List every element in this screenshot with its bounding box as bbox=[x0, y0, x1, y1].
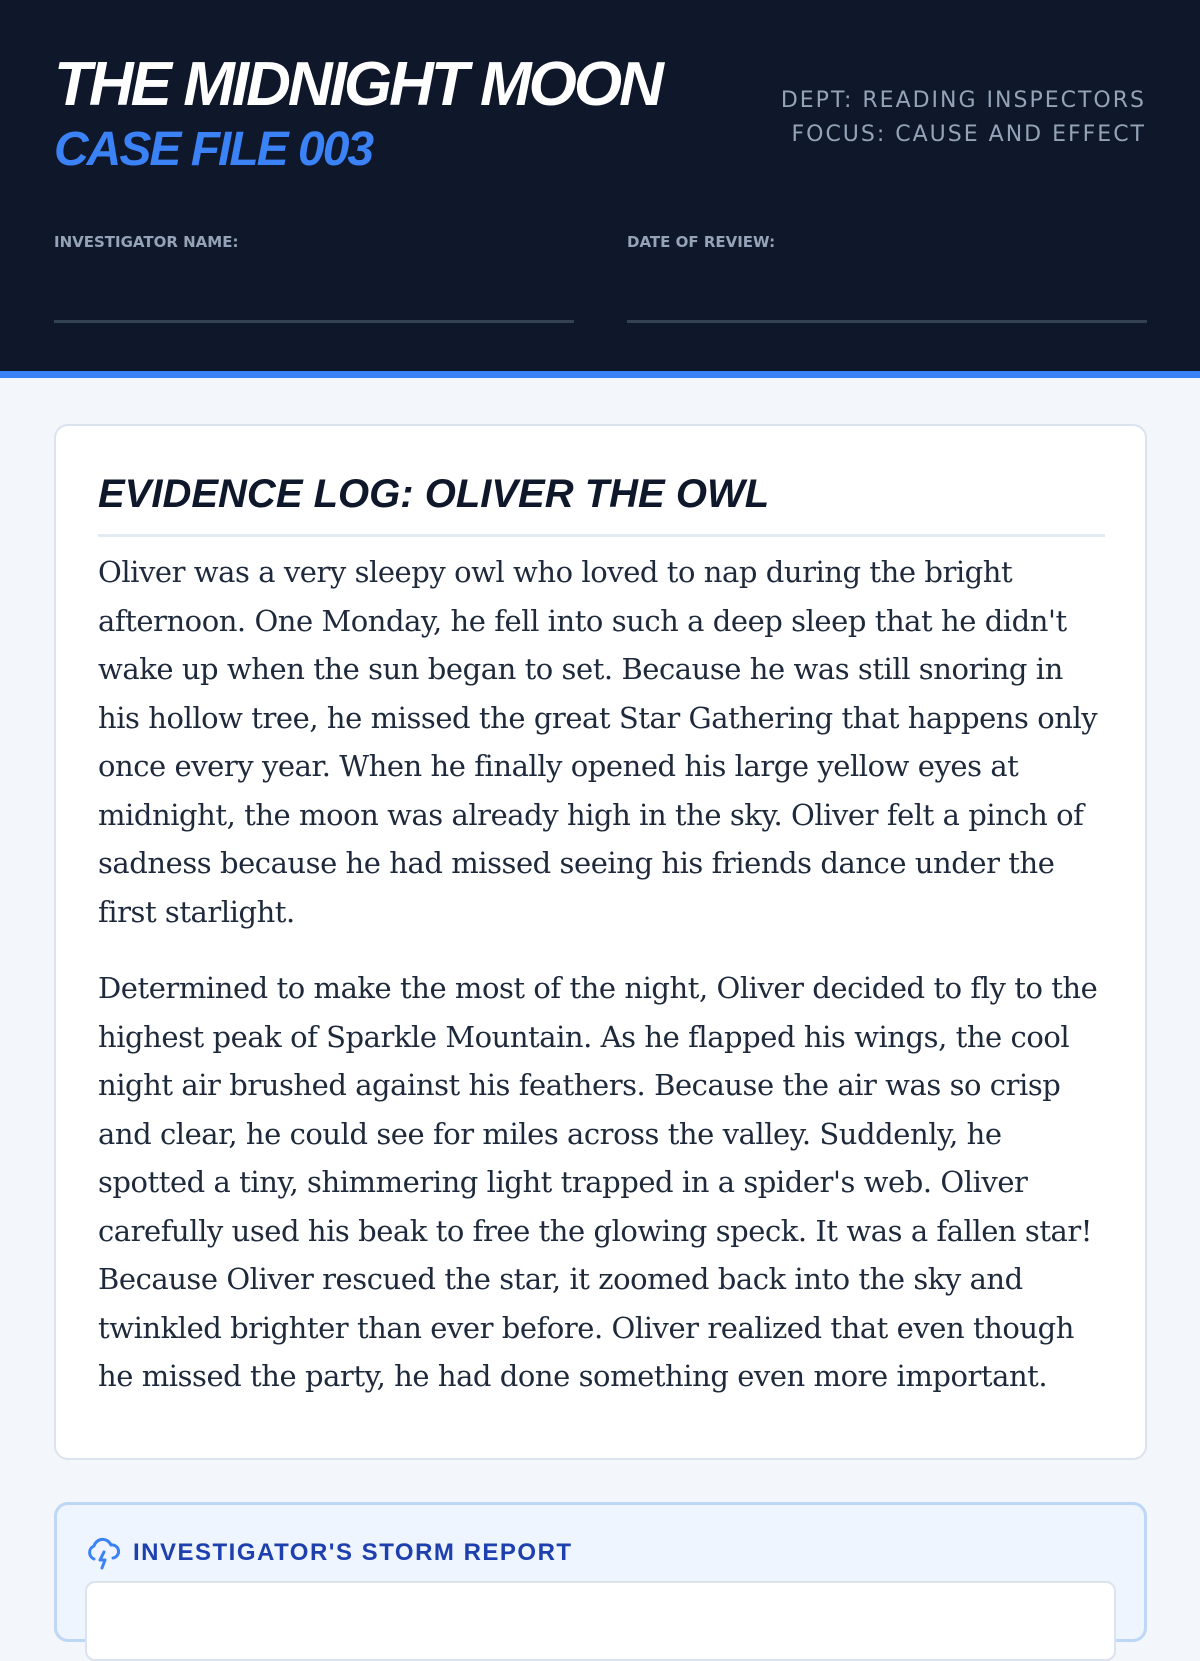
storm-report-title: INVESTIGATOR'S STORM REPORT bbox=[133, 1539, 573, 1566]
evidence-log-card bbox=[54, 424, 1147, 1460]
worksheet-title: THE MIDNIGHT MOON bbox=[54, 50, 661, 119]
case-meta bbox=[781, 84, 1146, 152]
case-file-number: CASE FILE 003 bbox=[54, 123, 373, 176]
case-file-header bbox=[0, 0, 1200, 378]
storm-cloud-icon bbox=[85, 1535, 121, 1571]
date-of-review-field[interactable] bbox=[627, 320, 1147, 323]
title-divider bbox=[98, 534, 1105, 537]
storm-report-answer-box[interactable] bbox=[85, 1581, 1116, 1661]
investigator-name-label: INVESTIGATOR NAME: bbox=[54, 233, 239, 251]
storm-report-section bbox=[54, 1502, 1147, 1642]
evidence-log-title: EVIDENCE LOG: OLIVER THE OWL bbox=[98, 472, 770, 516]
story-paragraph-1: Oliver was a very sleepy owl who loved to nap during the bright afternoon. One Monday, he fell into such a deep sleep that he didn't wake up when the sun began to set. Because he was still snoring in his hollow tree, he missed the great Star Gathering that happens only once every year. When he finally opened his large yellow eyes at midnight, the moon was already high in the sky. Oliver felt a pinch of sadness because he had missed seeing his friends dance under the first starlight. bbox=[98, 555, 1098, 929]
story-paragraph-2: Determined to make the most of the night, Oliver decided to fly to the highest peak of Sparkle Mountain. As he flapped his wings, the cool night air brushed against his feathers. Because the air was so crisp and clear, he could see for miles across the valley. Suddenly, he spotted a tiny, shimmering light trapped in a spider's web. Oliver carefully used his beak to free the glowing speck. It was a fallen star! Because Oliver rescued the star, it zoomed back into the sky and twinkled brighter than ever before. Oliver realized that even though he missed the party, he had done something even more important. bbox=[98, 971, 1098, 1393]
department-label: DEPT: READING INSPECTORS bbox=[780, 88, 1146, 113]
investigator-name-field[interactable] bbox=[54, 320, 574, 323]
date-of-review-label: DATE OF REVIEW: bbox=[627, 233, 776, 251]
focus-label: FOCUS: CAUSE AND EFFECT bbox=[791, 122, 1146, 147]
